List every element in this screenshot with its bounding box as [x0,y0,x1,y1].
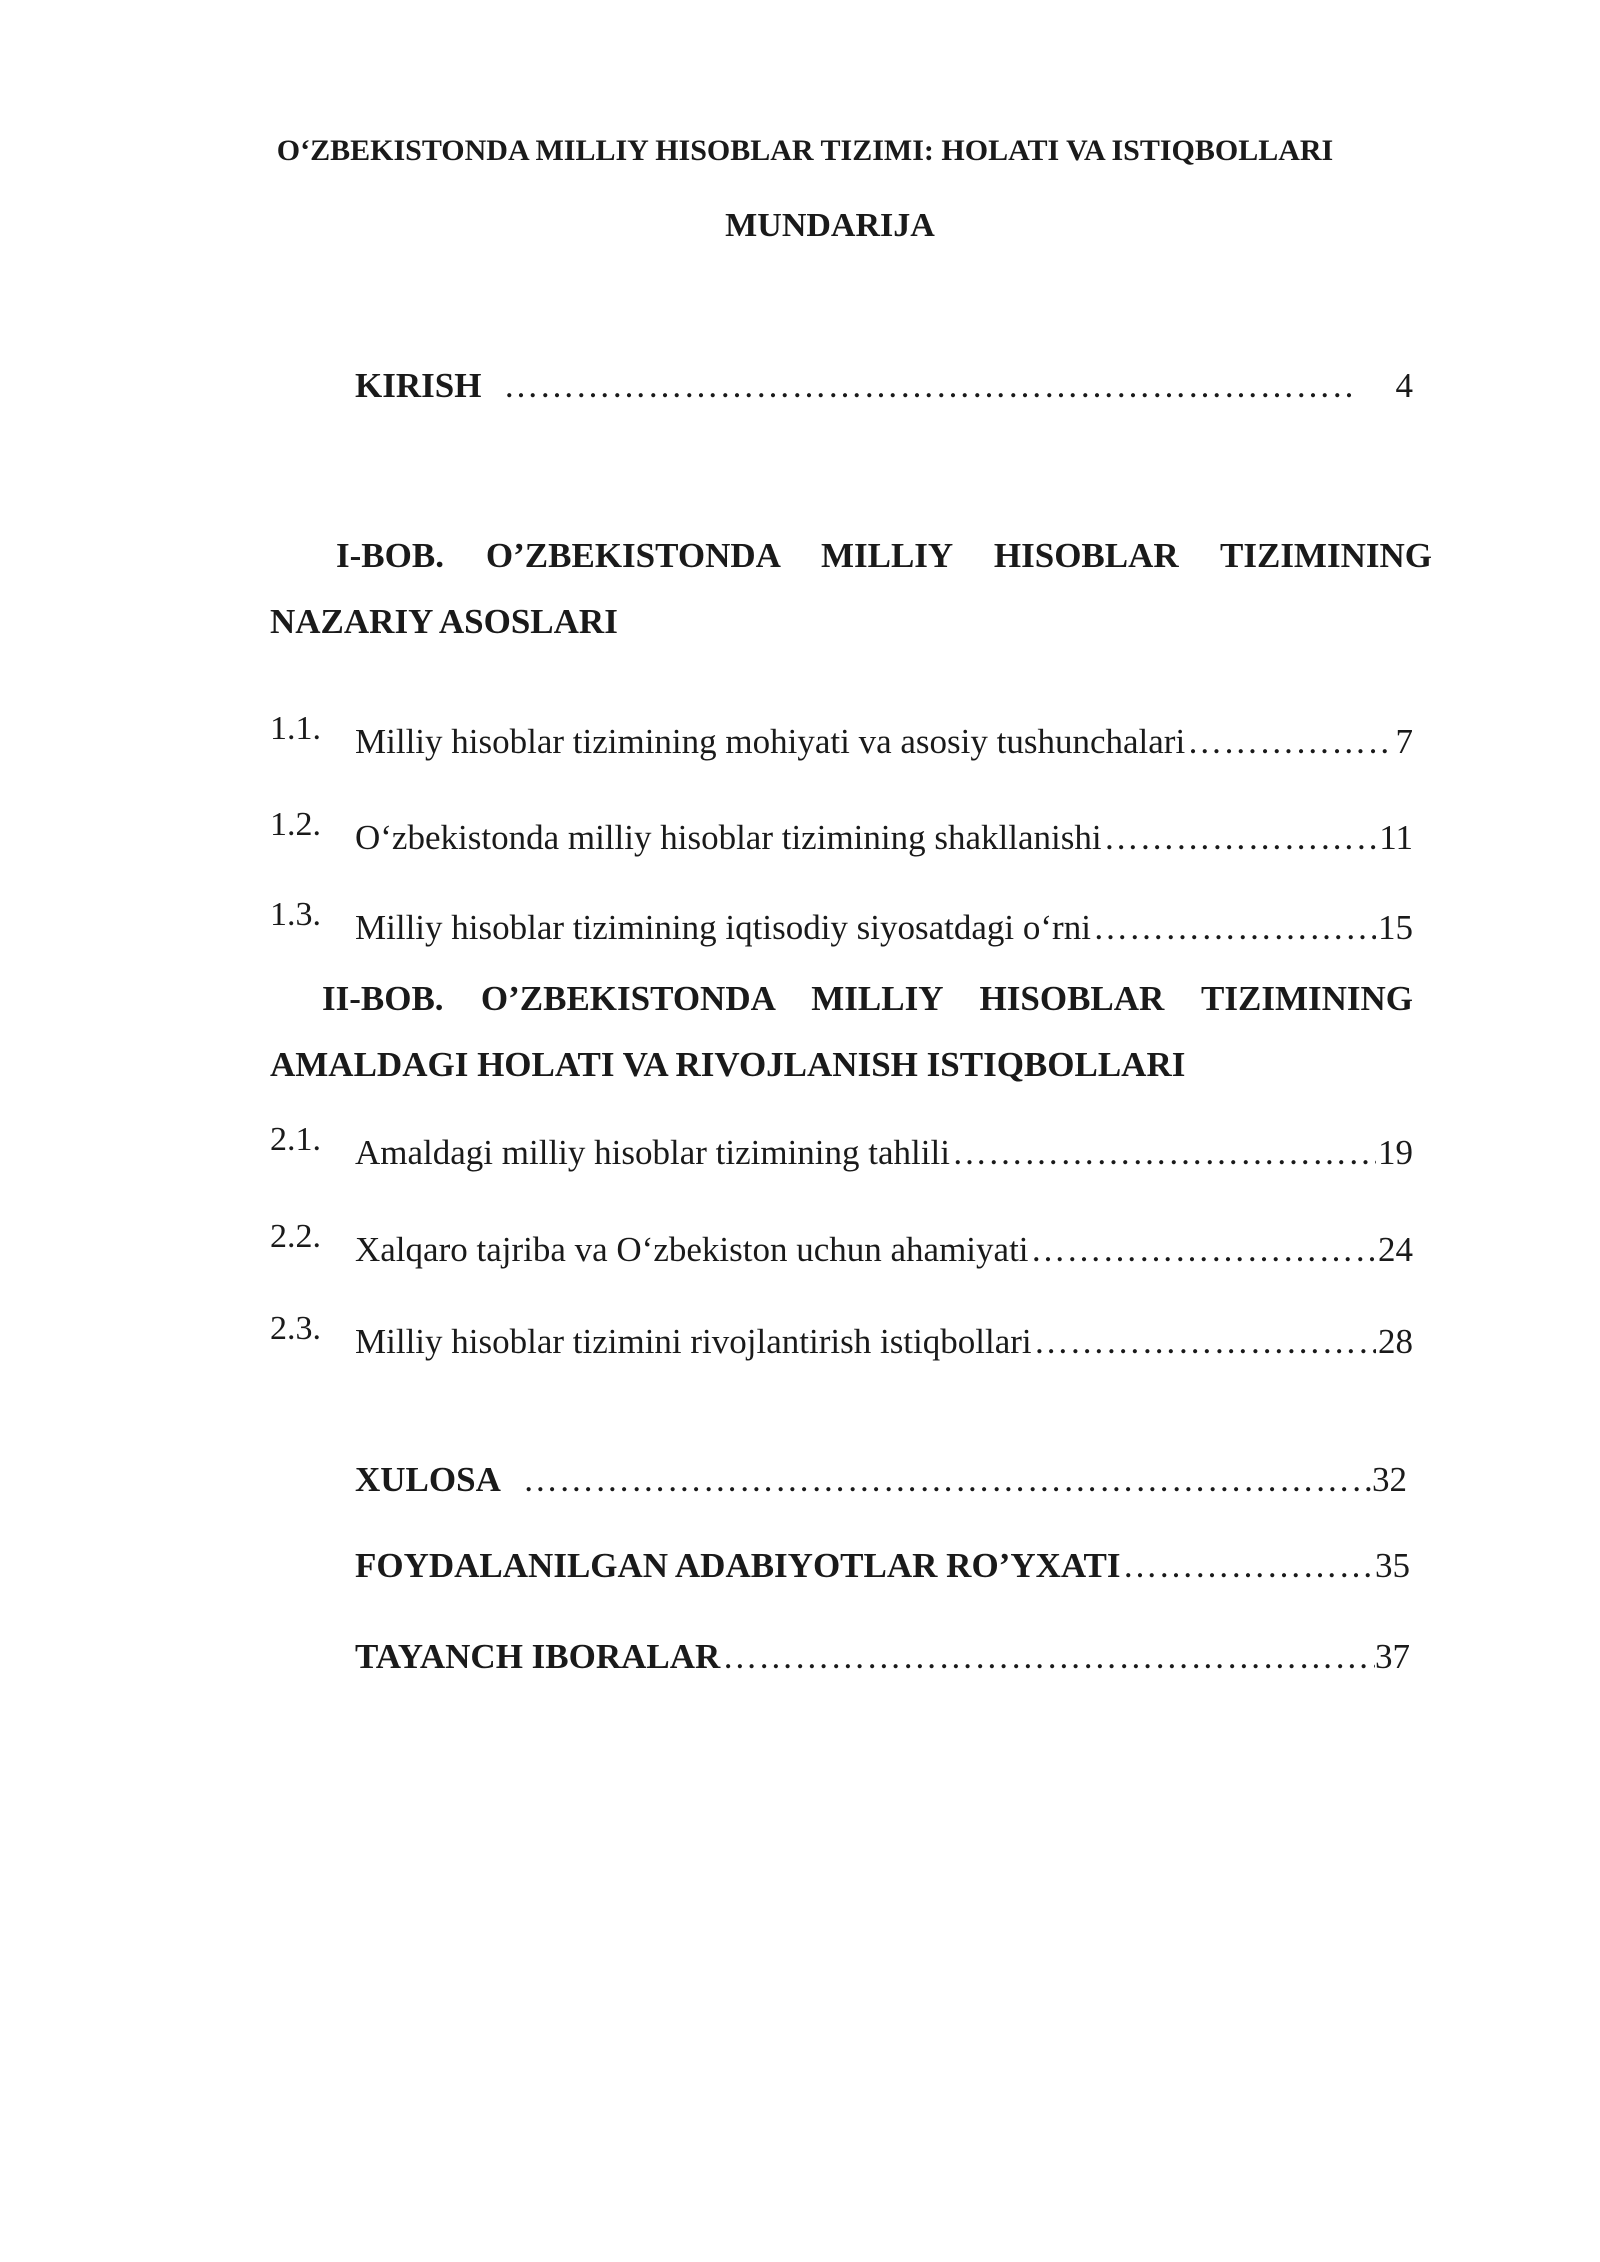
toc-page-number: 28 [1378,1322,1413,1361]
toc-page-number: 19 [1378,1133,1413,1172]
toc-entry-conclusion[interactable] [355,1460,1407,1500]
section-number: 1.1. [270,710,321,747]
toc-heading: MUNDARIJA [725,207,935,244]
chapter-title-line-2: AMALDAGI HOLATI VA RIVOJLANISH ISTIQBOLLARI [270,1045,1186,1084]
dot-leader [1034,1322,1376,1362]
document-title: O‘ZBEKISTONDA MILLIY HISOBLAR TIZIMI: HOLATI VA ISTIQBOLLARI [276,134,1334,167]
chapter-title-line-1: II-BOB. O’ZBEKISTONDA MILLIY HISOBLAR TIZIMINING [322,979,1413,1018]
dot-leader [1031,1230,1376,1270]
section-label: Milliy hisoblar tizimini rivojlantirish istiqbollari [355,1322,1032,1361]
toc-page-number: 4 [1395,366,1413,405]
chapter-title-line-1: I-BOB. O’ZBEKISTONDA MILLIY HISOBLAR TIZIMINING [336,536,1432,575]
toc-entry-keywords[interactable] [355,1637,1410,1677]
toc-chapter-2[interactable] [270,966,1413,1098]
section-number: 2.1. [270,1121,321,1158]
toc-entry-label: XULOSA [355,1460,501,1499]
section-label: O‘zbekistonda milliy hisoblar tizimining shakllanishi [355,818,1102,857]
toc-entry-intro[interactable] [355,366,1413,406]
toc-entry-label: FOYDALANILGAN ADABIYOTLAR RO’YXATI [355,1546,1121,1585]
dot-leader [722,1637,1375,1677]
toc-chapter-1[interactable] [270,523,1432,655]
dot-leader [523,1460,1372,1500]
toc-entry-references[interactable] [355,1546,1410,1586]
section-number: 1.3. [270,896,321,933]
dot-leader [503,366,1351,406]
dot-leader [1123,1546,1375,1586]
toc-page-number: 37 [1375,1637,1410,1676]
toc-page-number: 35 [1375,1546,1410,1585]
dot-leader [1104,818,1378,858]
toc-entry-label: KIRISH [355,366,482,405]
toc-page-number: 15 [1378,908,1413,947]
section-number: 2.2. [270,1218,321,1255]
toc-page-number: 11 [1379,818,1413,857]
section-label: Milliy hisoblar tizimining iqtisodiy siyosatdagi o‘rni [355,908,1091,947]
chapter-title-line-2: NAZARIY ASOSLARI [270,602,618,641]
section-label: Milliy hisoblar tizimining mohiyati va asosiy tushunchalari [355,722,1186,761]
section-number: 2.3. [270,1310,321,1347]
dot-leader [1187,722,1393,762]
dot-leader [1093,908,1376,948]
section-label: Amaldagi milliy hisoblar tizimining tahlili [355,1133,950,1172]
dot-leader [952,1133,1376,1173]
toc-page-number: 32 [1372,1460,1407,1499]
toc-page-number: 7 [1395,722,1413,761]
section-label: Xalqaro tajriba va O‘zbekiston uchun ahamiyati [355,1230,1029,1269]
section-number: 1.2. [270,806,321,843]
toc-entry-label: TAYANCH IBORALAR [355,1637,721,1676]
toc-page-number: 24 [1378,1230,1413,1269]
